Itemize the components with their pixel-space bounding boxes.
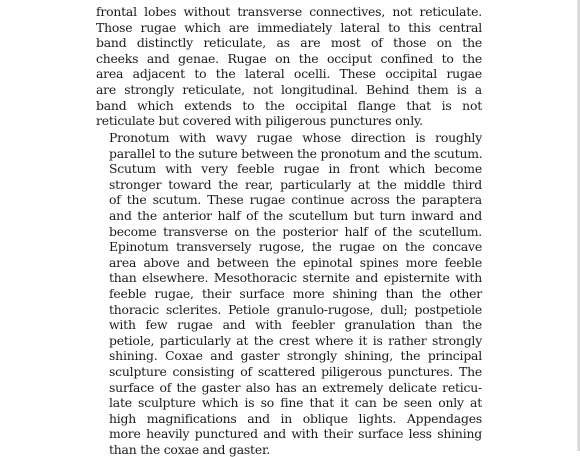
text-line: than the coxae and gaster.	[109, 441, 271, 457]
text-line: Epinotum transversely rugose, the rugae on the concave	[109, 239, 482, 255]
text-line: stronger toward the rear, particularly at the middle third	[109, 176, 482, 192]
text-line: more heavily punctured and with their surface less shining	[109, 426, 482, 442]
text-line: thoracic sclerites. Petiole granulo-rugose, dull; postpetiole	[109, 301, 482, 317]
text-line: cheeks and genae. Rugae on the occiput confined to the	[96, 50, 482, 66]
text-line: shining. Coxae and gaster strongly shining, the principal	[109, 348, 482, 364]
text-line: band which extends to the occipital flange that is not	[96, 97, 482, 113]
body-text-column	[96, 4, 482, 457]
text-line: high magnifications and in oblique lights. Appendages	[109, 410, 482, 426]
text-line: area adjacent to the lateral ocelli. These occipital rugae	[96, 66, 482, 82]
paragraph-head-sculpture	[96, 4, 482, 129]
text-line: reticulate but covered with piligerous punctures only.	[96, 113, 423, 129]
text-line: than elsewhere. Mesothoracic sternite and episternite with	[109, 270, 482, 286]
text-line: feeble rugae, their surface more shining than the other	[109, 285, 482, 301]
text-line: sculpture consisting of scattered piligerous punctures. The	[109, 363, 482, 379]
text-line: area above and between the epinotal spines more feeble	[109, 254, 482, 270]
text-line: Scutum with very feeble rugae in front which become	[109, 161, 482, 177]
text-line: petiole, particularly at the crest where it is rather strongly	[109, 332, 482, 348]
text-line: are strongly reticulate, not longitudinal. Behind them is a	[96, 81, 482, 97]
text-line: band distinctly reticulate, as are most of those on the	[96, 35, 482, 51]
text-line: become transverse on the posterior half of the scutellum.	[109, 223, 482, 239]
text-line: with few rugae and with feebler granulation than the	[109, 317, 482, 333]
text-line: frontal lobes without transverse connectives, not reticulate.	[96, 4, 482, 19]
text-line: and the anterior half of the scutellum but turn inward and	[109, 207, 482, 223]
text-line: parallel to the suture between the pronotum and the scutum.	[109, 145, 483, 161]
text-line: of the scutum. These rugae continue across the paraptera	[109, 192, 482, 208]
text-line: Pronotum with wavy rugae whose direction is roughly	[109, 130, 482, 145]
text-line: late sculpture which is so fine that it can be seen only at	[109, 395, 482, 411]
text-line: surface of the gaster also has an extremely delicate reticu-	[109, 379, 482, 395]
text-line: Those rugae which are immediately lateral to this central	[96, 19, 482, 35]
paragraph-thorax-sculpture	[96, 130, 482, 457]
